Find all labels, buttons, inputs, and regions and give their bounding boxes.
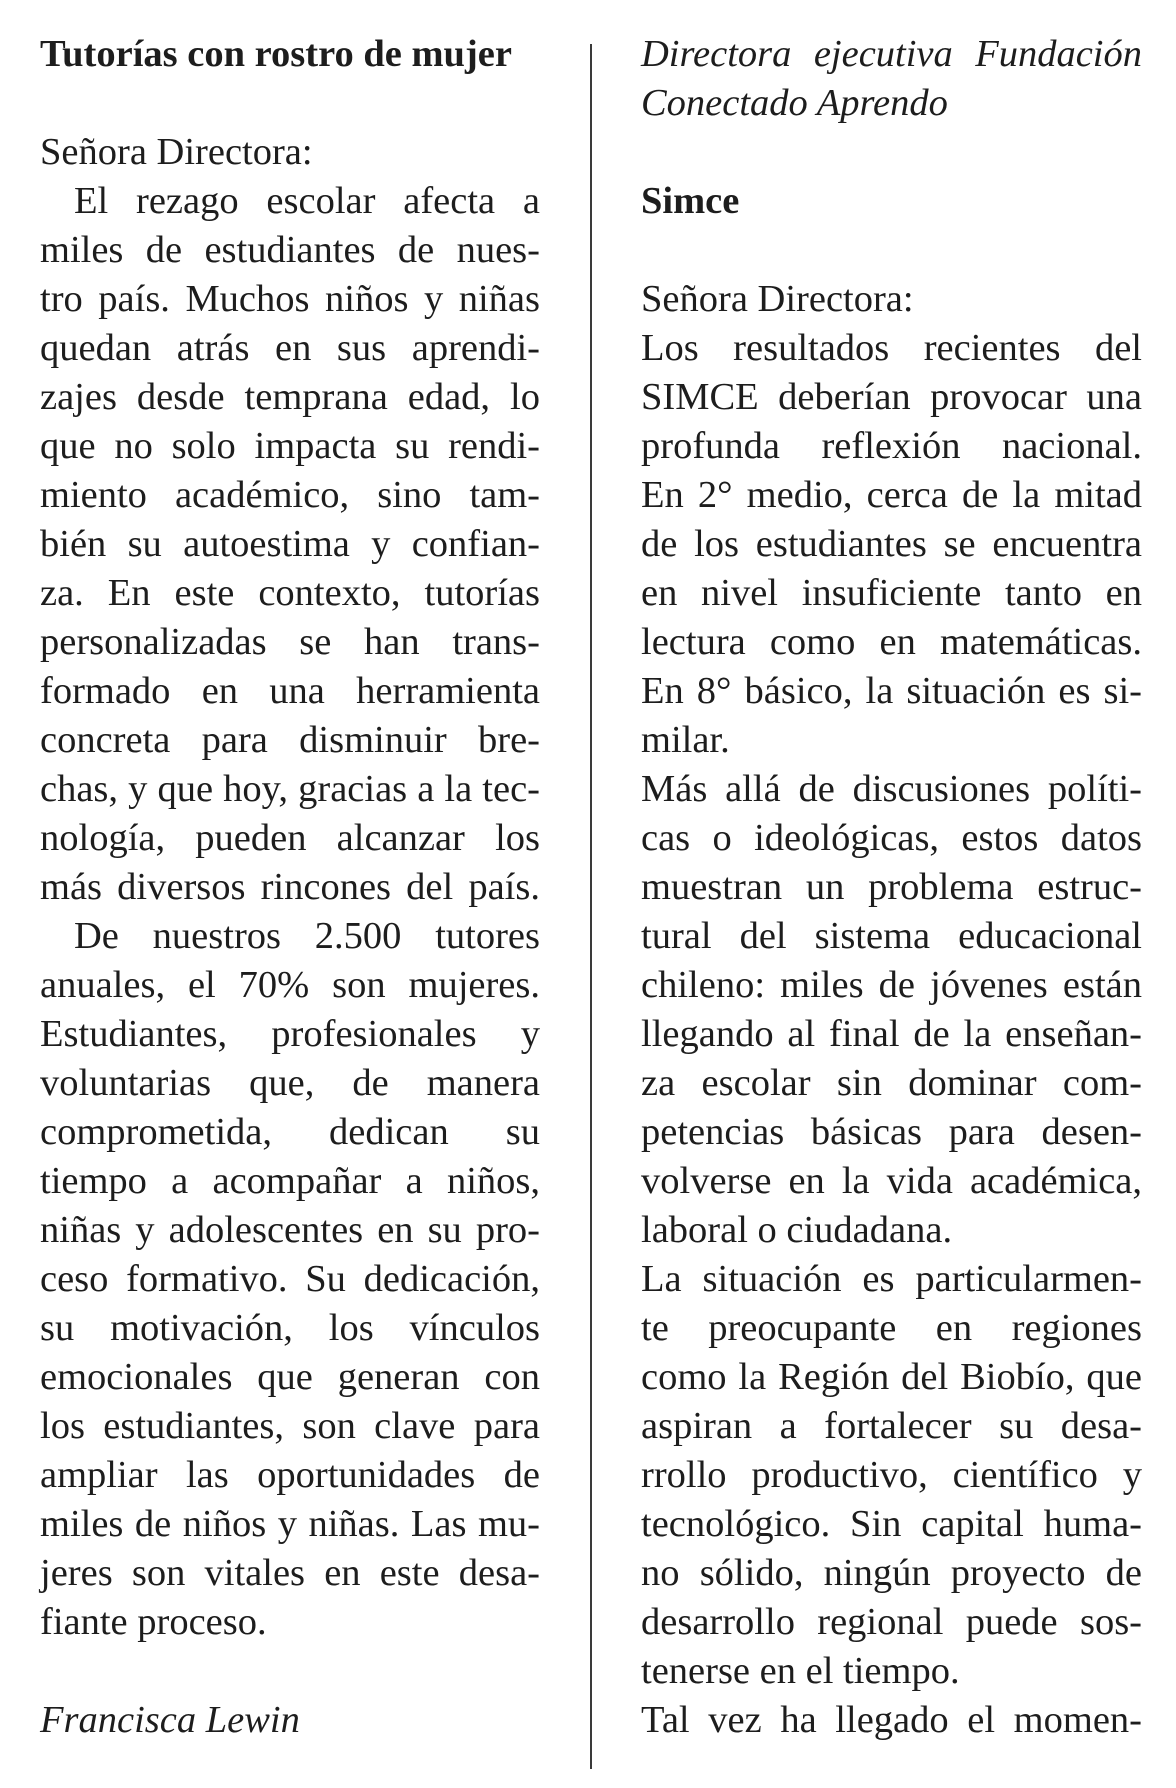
body-line: muestran un problema estruc- bbox=[641, 866, 1142, 908]
body-line: chas, y que hoy, gracias a la tec- bbox=[40, 768, 540, 810]
body-line: fiante proceso. bbox=[40, 1601, 267, 1643]
body-line: tro país. Muchos niños y niñas bbox=[40, 278, 540, 320]
letter-title: Tutorías con rostro de mujer bbox=[40, 33, 512, 75]
body-line: como la Región del Biobío, que bbox=[641, 1356, 1142, 1398]
body-line: personalizadas se han trans- bbox=[40, 621, 540, 663]
body-line: formado en una herramienta bbox=[40, 670, 540, 712]
body-line: niñas y adolescentes en su pro- bbox=[40, 1209, 540, 1251]
letter-tutorias bbox=[40, 30, 540, 1745]
body-line: ceso formativo. Su dedicación, bbox=[40, 1258, 540, 1300]
body-line: su motivación, los vínculos bbox=[40, 1307, 540, 1349]
body-line: za. En este contexto, tutorías bbox=[40, 572, 540, 614]
body-line: El rezago escolar afecta a bbox=[74, 180, 540, 222]
body-line: profunda reflexión nacional. bbox=[641, 425, 1142, 467]
body-line: La situación es particularmen- bbox=[641, 1258, 1142, 1300]
body-line: lectura como en matemáticas. bbox=[641, 621, 1142, 663]
body-line: tecnológico. Sin capital huma- bbox=[641, 1503, 1142, 1545]
body-line: emocionales que generan con bbox=[40, 1356, 540, 1398]
body-line: En 2° medio, cerca de la mitad bbox=[641, 474, 1142, 516]
salutation: Señora Directora: bbox=[641, 278, 914, 320]
body-line: de los estudiantes se encuentra bbox=[641, 523, 1142, 565]
body-line: quedan atrás en sus aprendi- bbox=[40, 327, 540, 369]
body-line: concreta para disminuir bre- bbox=[40, 719, 540, 761]
body-line: jeres son vitales en este desa- bbox=[40, 1552, 540, 1594]
body-line: nología, pueden alcanzar los bbox=[40, 817, 540, 859]
spacer bbox=[641, 128, 1142, 177]
body-line: desarrollo regional puede sos- bbox=[641, 1601, 1142, 1643]
body-line: tenerse en el tiempo. bbox=[641, 1650, 960, 1692]
body-line: laboral o ciudadana. bbox=[641, 1209, 953, 1251]
body-line: rrollo productivo, científico y bbox=[641, 1454, 1142, 1496]
body-line: ampliar las oportunidades de bbox=[40, 1454, 540, 1496]
body-line: más diversos rincones del país. bbox=[40, 866, 540, 908]
body-line: cas o ideológicas, estos datos bbox=[641, 817, 1142, 859]
body-line: Más allá de discusiones políti- bbox=[641, 768, 1142, 810]
author-role: Conectado Aprendo bbox=[641, 82, 948, 124]
body-line: De nuestros 2.500 tutores bbox=[74, 915, 540, 957]
body-line: miles de niños y niñas. Las mu- bbox=[40, 1503, 540, 1545]
body-line: Los resultados recientes del bbox=[641, 327, 1142, 369]
letter-simce bbox=[641, 30, 1142, 1745]
body-line: aspiran a fortalecer su desa- bbox=[641, 1405, 1142, 1447]
body-line: anuales, el 70% son mujeres. bbox=[40, 964, 540, 1006]
body-line: volverse en la vida académica, bbox=[641, 1160, 1142, 1202]
body-line: miento académico, sino tam- bbox=[40, 474, 540, 516]
body-line: tural del sistema educacional bbox=[641, 915, 1142, 957]
column-divider bbox=[590, 44, 592, 1769]
spacer bbox=[40, 1647, 540, 1696]
body-line: miles de estudiantes de nues- bbox=[40, 229, 540, 271]
letter-title: Simce bbox=[641, 180, 740, 222]
body-line: petencias básicas para desen- bbox=[641, 1111, 1142, 1153]
spacer bbox=[40, 79, 540, 128]
body-line: Tal vez ha llegado el momen- bbox=[641, 1699, 1142, 1741]
body-line: comprometida, dedican su bbox=[40, 1111, 540, 1153]
salutation: Señora Directora: bbox=[40, 131, 313, 173]
body-line: chileno: miles de jóvenes están bbox=[641, 964, 1142, 1006]
body-line: za escolar sin dominar com- bbox=[641, 1062, 1142, 1104]
body-line: voluntarias que, de manera bbox=[40, 1062, 540, 1104]
body-line: los estudiantes, son clave para bbox=[40, 1405, 540, 1447]
spacer bbox=[641, 226, 1142, 275]
body-line: te preocupante en regiones bbox=[641, 1307, 1142, 1349]
body-line: que no solo impacta su rendi- bbox=[40, 425, 540, 467]
body-line: zajes desde temprana edad, lo bbox=[40, 376, 540, 418]
body-line: bién su autoestima y confian- bbox=[40, 523, 540, 565]
body-line: en nivel insuficiente tanto en bbox=[641, 572, 1142, 614]
author-name: Francisca Lewin bbox=[40, 1699, 300, 1741]
body-line: En 8° básico, la situación es si- bbox=[641, 670, 1142, 712]
body-line: milar. bbox=[641, 719, 730, 761]
author-role: Directora ejecutiva Fundación bbox=[641, 33, 1142, 75]
body-line: no sólido, ningún proyecto de bbox=[641, 1552, 1142, 1594]
body-line: llegando al final de la enseñan- bbox=[641, 1013, 1142, 1055]
body-line: tiempo a acompañar a niños, bbox=[40, 1160, 540, 1202]
body-line: SIMCE deberían provocar una bbox=[641, 376, 1142, 418]
body-line: Estudiantes, profesionales y bbox=[40, 1013, 540, 1055]
